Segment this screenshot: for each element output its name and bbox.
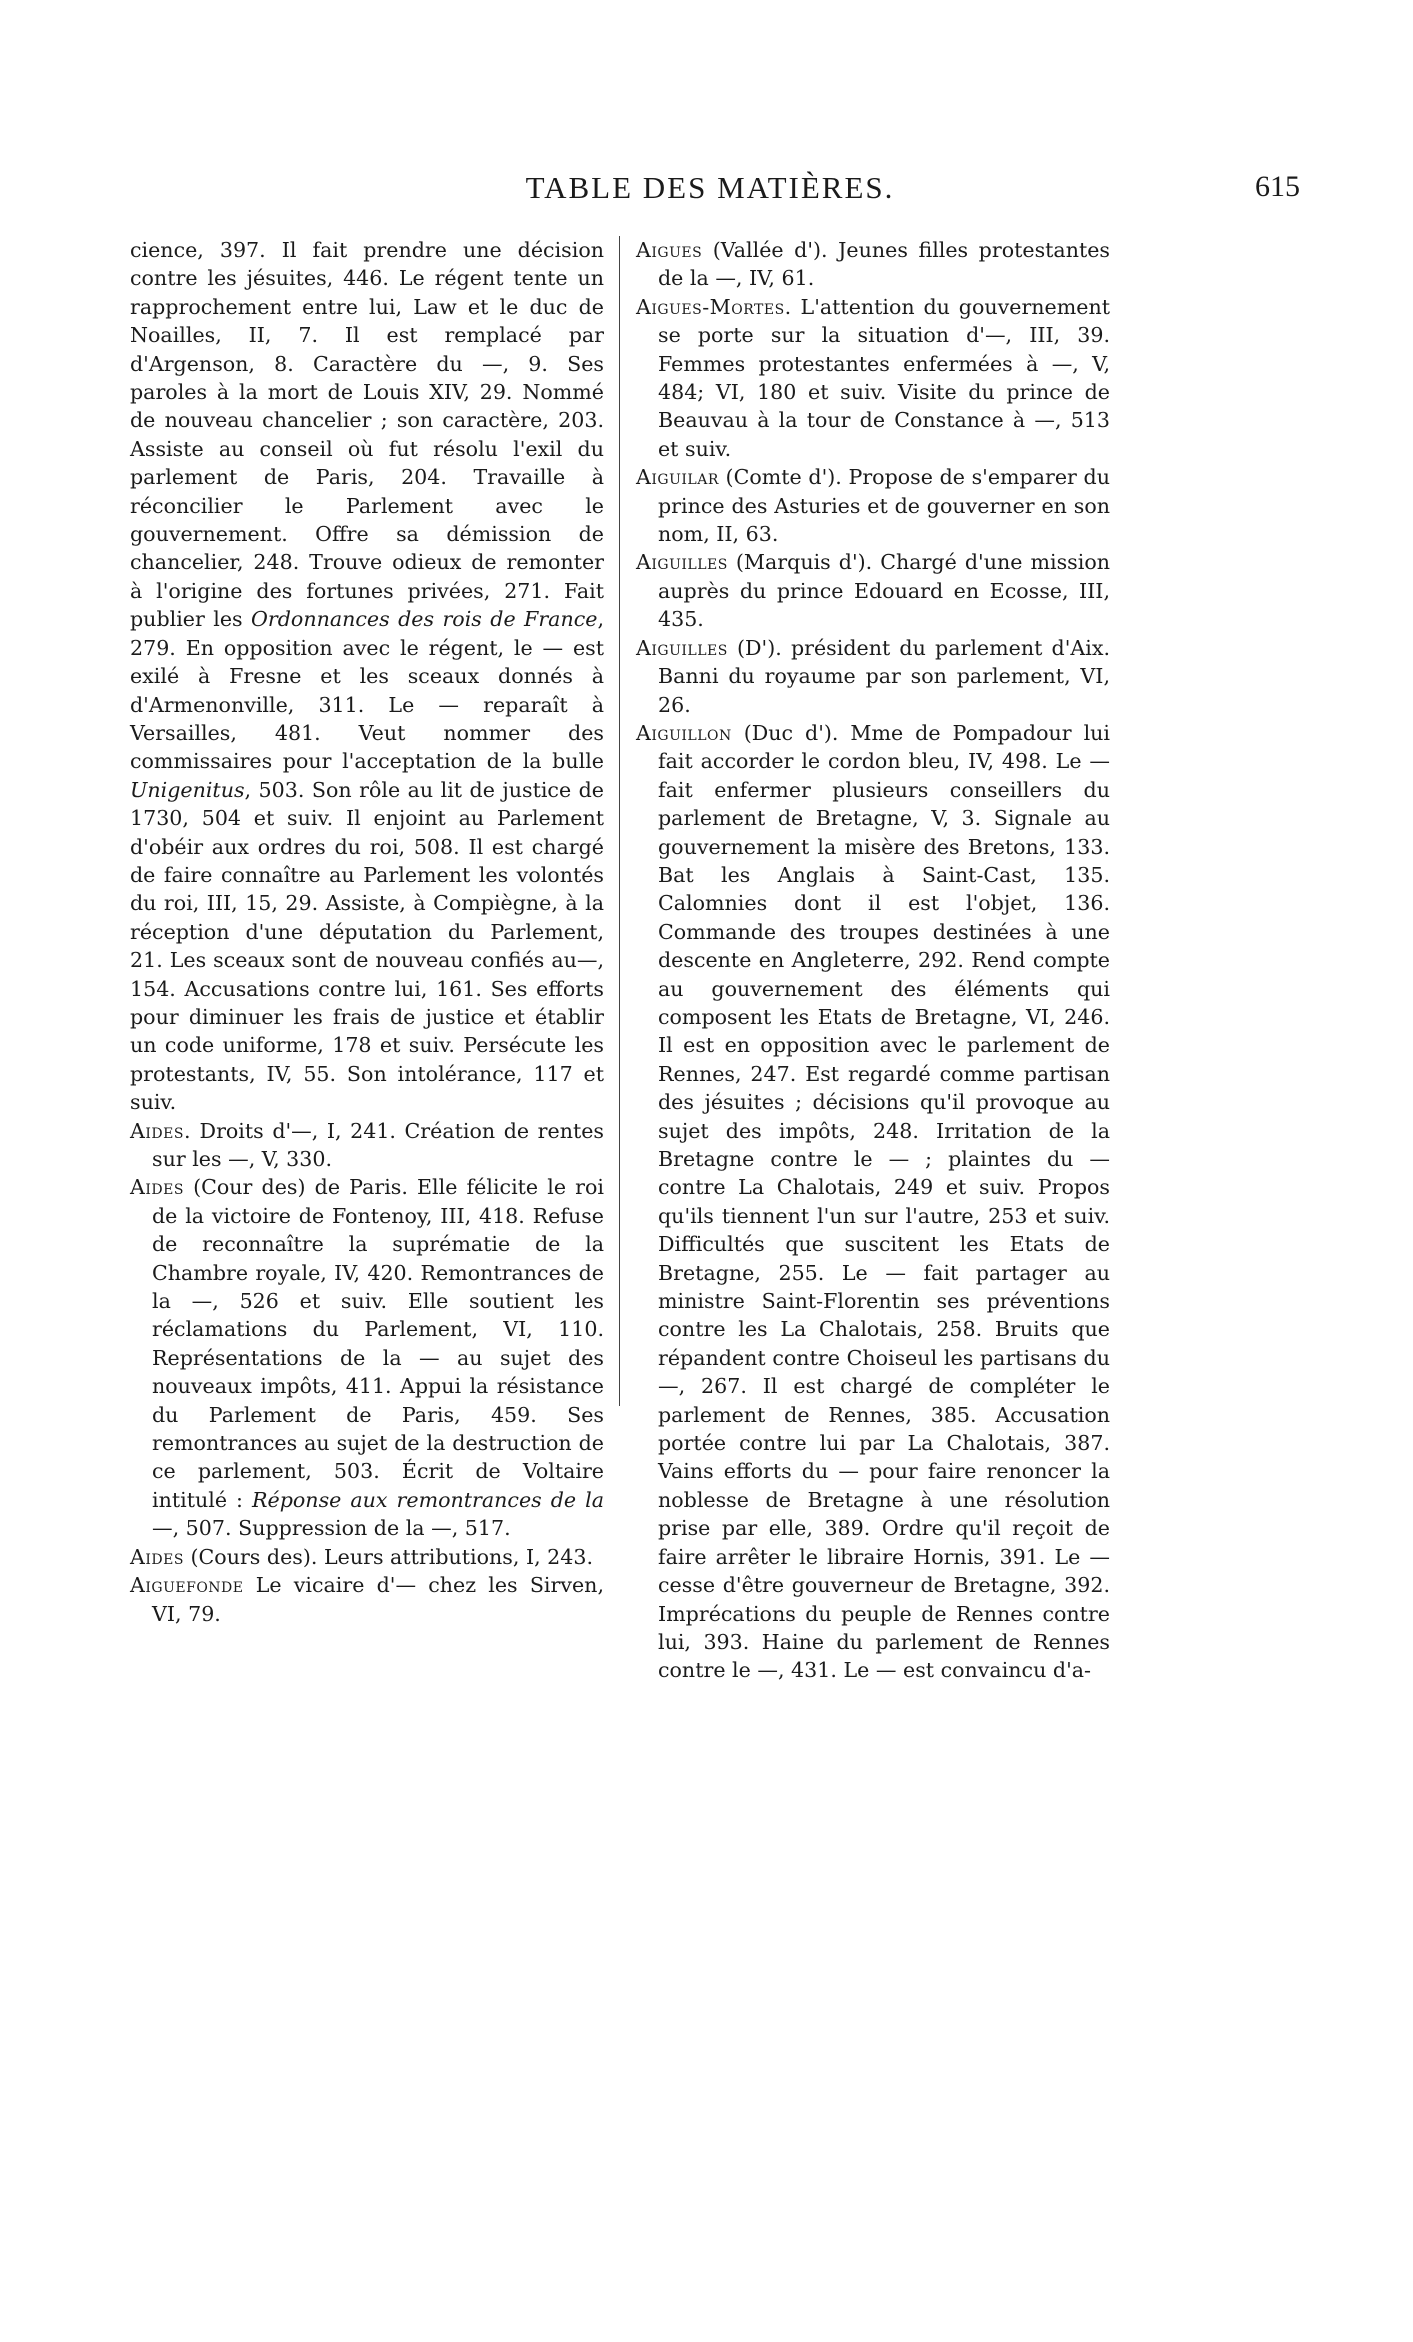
index-entry: Aigues (Vallée d'). Jeunes filles protestantes de la —, IV, 61.: [636, 238, 1110, 291]
entry-headword: Aiguilles: [636, 550, 728, 575]
entry-headword: Aiguillon: [636, 720, 732, 745]
right-column: [636, 236, 1110, 1685]
column-divider: [619, 236, 620, 1406]
entry-headword: Aigues: [636, 238, 703, 262]
index-entry: Aides (Cour des) de Paris. Elle félicite le roi de la victoire de Fontenoy, III, 418. Refuse de reconnaître la suprématie de la Chambre royale, IV, 420. Remontrances de la —, 526 et suiv. Elle soutient les réclamations du Parlement, VI, 110. Représentations de la — au sujet des nouveaux impôts, 411. Appui la résistance du Parlement de Paris, 459. Ses remontrances au sujet de la destruction de ce parlement, 503. Écrit de Voltaire intitulé : Réponse aux remontrances de la —, 507. Suppression de la —, 517.: [130, 1175, 604, 1541]
page-title: TABLE DES MATIÈRES.: [525, 170, 895, 205]
index-entry-continued: cience, 397. Il fait prendre une décision contre les jésuites, 446. Le régent tente un rapprochement entre lui, Law et le duc de Noailles, II, 7. Il est remplacé par d'Argenson, 8. Caractère du —, 9. Ses paroles à la mort de Louis XIV, 29. Nommé de nouveau chancelier ; son caractère, 203. Assiste au conseil où fut résolu l'exil du parlement de Paris, 204. Travaille à réconcilier le Parlement avec le gouvernement. Offre sa démission de chancelier, 248. Trouve odieux de remonter à l'origine des fortunes privées, 271. Fait publier les Ordonnances des rois de France, 279. En opposition avec le régent, le — est exilé à Fresne et les sceaux donnés à d'Armenonville, 311. Le — reparaît à Versailles, 481. Veut nommer des commissaires pour l'acceptation de la bulle Unigenitus, 503. Son rôle au lit de justice de 1730, 504 et suiv. Il enjoint au Parlement d'obéir aux ordres du roi, 508. Il est chargé de faire connaître au Parlement les volontés du roi, III, 15, 29. Assiste, à Compiègne, à la réception d'une députation du Parlement, 21. Les sceaux sont de nouveau confiés au—, 154. Accusations contre lui, 161. Ses efforts pour diminuer les frais de justice et établir un code uniforme, 178 et suiv. Persécute les protestants, IV, 55. Son intolérance, 117 et suiv.: [130, 238, 604, 1115]
entry-headword: Aides: [130, 1544, 184, 1569]
running-head: [120, 170, 1300, 210]
index-entry: Aiguillon (Duc d'). Mme de Pompadour lui fait accorder le cordon bleu, IV, 498. Le — fait enfermer plusieurs conseillers du parlement de Bretagne, V, 3. Signale au gouvernement la misère des Bretons, 133. Bat les Anglais à Saint-Cast, 135. Calomnies dont il est l'objet, 136. Commande des troupes destinées à une descente en Angleterre, 292. Rend compte au gouvernement des éléments qui composent les Etats de Bretagne, VI, 246. Il est en opposition avec le parlement de Rennes, 247. Est regardé comme partisan des jésuites ; décisions qu'il provoque au sujet des impôts, 248. Irritation de la Bretagne contre le — ; plaintes du — contre La Chalotais, 249 et suiv. Propos qu'ils tiennent l'un sur l'autre, 253 et suiv. Difficultés que suscitent les Etats de Bretagne, 255. Le — fait partager au ministre Saint-Florentin ses préventions contre les La Chalotais, 258. Bruits que répandent contre Choiseul les partisans du —, 267. Il est chargé de compléter le parlement de Rennes, 385. Accusation portée contre lui par La Chalotais, 387. Vains efforts du — pour faire renoncer la noblesse de Bretagne à une résolution prise par elle, 389. Ordre qu'il reçoit de faire arrêter le libraire Hornis, 391. Le — cesse d'être gouverneur de Bretagne, 392. Imprécations du peuple de Rennes contre lui, 393. Haine du parlement de Rennes contre le —, 431. Le — est convaincu d'a-: [636, 720, 1110, 1683]
index-entry: Aiguefonde Le vicaire d'— chez les Sirven, VI, 79.: [130, 1573, 604, 1626]
index-entry: Aiguilar (Comte d'). Propose de s'emparer du prince des Asturies et de gouverner en son nom, II, 63.: [636, 465, 1110, 547]
entry-headword: Aides: [130, 1175, 184, 1200]
index-entry: Aigues-Mortes. L'attention du gouvernement se porte sur la situation d'—, III, 39. Femmes protestantes enfermées à —, V, 484; VI, 180 et suiv. Visite du prince de Beauvau à la tour de Constance à —, 513 et suiv.: [636, 294, 1110, 461]
index-entry: Aides. Droits d'—, I, 241. Création de rentes sur les —, V, 330.: [130, 1118, 604, 1171]
index-entry: Aiguilles (Marquis d'). Chargé d'une mission auprès du prince Edouard en Ecosse, III, 435.: [636, 550, 1110, 632]
entry-headword: Aiguilles: [636, 635, 728, 660]
page-number: 615: [1255, 170, 1300, 203]
entry-headword: Aiguefonde: [130, 1573, 244, 1598]
left-column: [130, 236, 604, 1628]
entry-headword: Aiguilar: [636, 465, 719, 490]
index-entry: Aiguilles (D'). président du parlement d'Aix. Banni du royaume par son parlement, VI, 26.: [636, 635, 1110, 717]
entry-headword: Aides.: [130, 1118, 191, 1143]
index-entry: Aides (Cours des). Leurs attributions, I, 243.: [130, 1544, 594, 1569]
entry-headword: Aigues-Mortes.: [636, 294, 792, 319]
